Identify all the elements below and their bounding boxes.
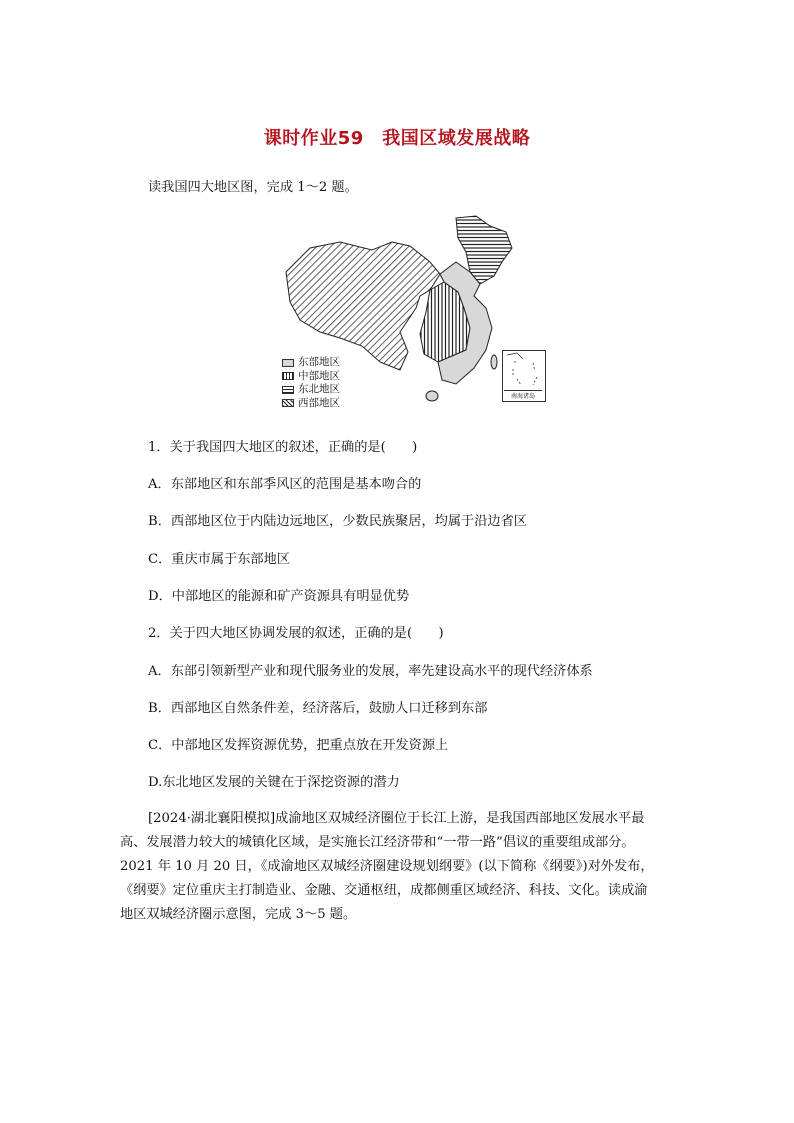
passage-line: 《纲要》定位重庆主打制造业、金融、交通枢纽，成都侧重区域经济、科技、文化。读成渝 — [120, 883, 648, 898]
question-2-stem: 2．关于四大地区协调发展的叙述，正确的是( ) — [148, 626, 444, 641]
passage-line: 高、发展潜力较大的城镇化区域，是实施长江经济带和“一带一路”倡议的重要组成部分。 — [120, 835, 635, 850]
question-1-option-c: C．重庆市属于东部地区 — [148, 552, 290, 567]
map-legend — [282, 356, 340, 410]
question-1-option-d: D．中部地区的能源和矿产资源具有明显优势 — [148, 589, 410, 604]
hainan-island — [426, 391, 438, 401]
question-1-option-a: A．东部地区和东部季风区的范围是基本吻合的 — [148, 477, 422, 492]
legend-label: 东部地区 — [298, 356, 340, 368]
legend-item — [282, 356, 340, 370]
legend-item — [282, 383, 340, 397]
legend-swatch-northeast — [282, 386, 294, 394]
question-1-option-b: B．西部地区位于内陆边远地区，少数民族聚居，均属于沿边省区 — [148, 514, 527, 529]
question-2-option-a: A．东部引领新型产业和现代服务业的发展，率先建设高水平的现代经济体系 — [148, 664, 593, 679]
west-region — [286, 242, 440, 370]
legend-label: 中部地区 — [298, 369, 340, 382]
passage-line: 地区双城经济圈示意图，完成 3～5 题。 — [120, 907, 357, 922]
passage-line: [2024·湖北襄阳模拟]成渝地区双城经济圈位于长江上游，是我国西部地区发展水平最 — [148, 811, 645, 826]
question-2-option-b: B．西部地区自然条件差，经济落后，鼓励人口迁移到东部 — [148, 701, 488, 716]
question-2-option-d: D.东北地区发展的关键在于深挖资源的潜力 — [148, 775, 400, 790]
china-regions-map — [280, 212, 550, 410]
taiwan-island — [491, 355, 497, 369]
legend-label: 东北地区 — [298, 383, 340, 395]
legend-label: 西部地区 — [298, 396, 340, 409]
intro-text: 读我国四大地区图，完成 1～2 题。 — [148, 180, 358, 195]
legend-swatch-west — [282, 399, 294, 407]
inset-label: 南海诸岛 — [504, 390, 542, 400]
question-1-stem: 1．关于我国四大地区的叙述，正确的是( ) — [148, 440, 418, 455]
inset-map — [503, 351, 545, 391]
passage-line: 2021 年 10 月 20 日，《成渝地区双城经济圈建设规划纲要》(以下简称《纲要》)对外发布， — [120, 859, 654, 874]
page-title: 课时作业59 我国区域发展战略 — [263, 128, 531, 149]
legend-item — [282, 397, 340, 411]
legend-item — [282, 370, 340, 384]
question-2-option-c: C．中部地区发挥资源优势，把重点放在开发资源上 — [148, 738, 449, 753]
legend-swatch-east — [282, 359, 294, 367]
legend-swatch-central — [282, 372, 294, 380]
